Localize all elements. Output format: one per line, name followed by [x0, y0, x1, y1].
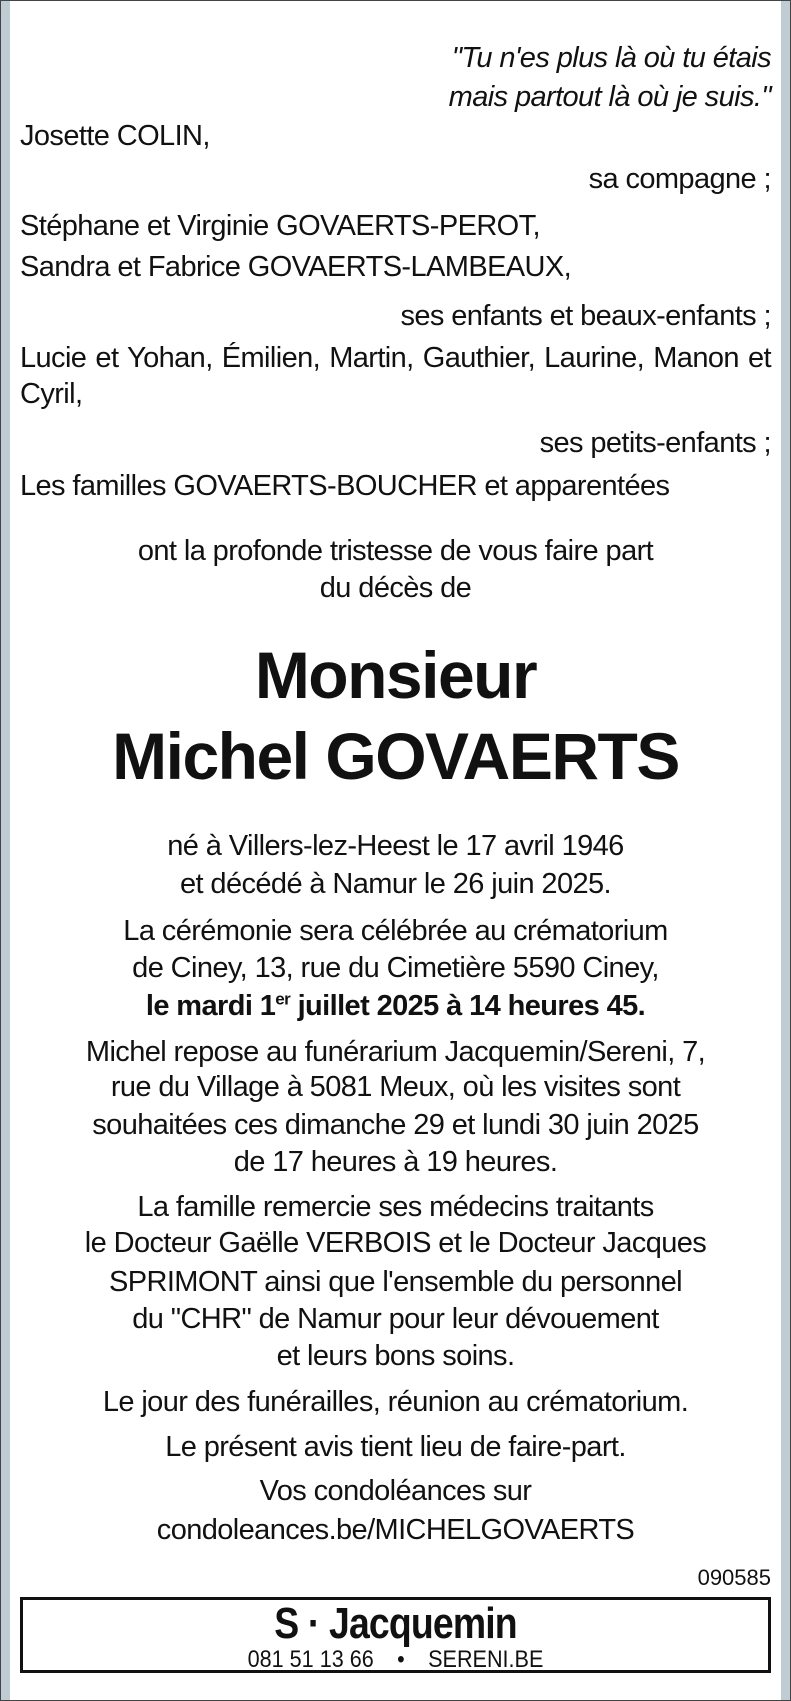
notice-line: Le présent avis tient lieu de faire-part.: [165, 1431, 626, 1463]
website-link[interactable]: SERENI.BE: [428, 1646, 544, 1673]
visits-line: de 17 heures à 19 heures.: [233, 1146, 558, 1178]
birth-line: né à Villers-lez-Heest le 17 avril 1946: [167, 830, 624, 862]
family-line: Stéphane et Virginie GOVAERTS-PEROT,: [20, 210, 540, 242]
family-relation: ses petits-enfants ;: [539, 427, 771, 459]
visits-line: souhaitées ces dimanche 29 et lundi 30 juin 2025: [92, 1109, 699, 1141]
logo-s-mark: S: [274, 1599, 299, 1648]
funeral-home-box: [20, 1597, 771, 1673]
funeral-home-logo: [79, 1600, 712, 1648]
condolences-url[interactable]: condoleances.be/MICHELGOVAERTS: [156, 1514, 635, 1546]
ordinal-suffix: er: [275, 989, 291, 1009]
funeral-day-line: Le jour des funérailles, réunion au crématorium.: [102, 1386, 689, 1418]
right-border: [781, 1, 790, 1700]
funeral-home-contact: [60, 1648, 731, 1672]
family-line: Lucie et Yohan, Émilien, Martin, Gauthier, Laurine, Manon et Cyril,: [20, 342, 771, 410]
deceased-title: Monsieur: [254, 638, 537, 712]
ceremony-date-text: le mardi 1: [145, 990, 276, 1022]
logo-name: Jacquemin: [329, 1599, 517, 1648]
thanks-line: le Docteur Gaëlle VERBOIS et le Docteur Jacques: [84, 1227, 707, 1259]
reference-number: 090585: [697, 1565, 771, 1590]
epitaph-line-2: mais partout là où je suis.": [448, 81, 771, 113]
left-border: [1, 1, 10, 1700]
thanks-line: du "CHR" de Namur pour leur dévouement: [132, 1303, 659, 1335]
ceremony-date-text: juillet 2025 à 14 heures 45.: [290, 990, 646, 1022]
family-line: Les familles GOVAERTS-BOUCHER et apparentées: [20, 470, 670, 502]
announce-line: ont la profonde tristesse de vous faire part: [137, 535, 654, 567]
ceremony-line: La cérémonie sera célébrée au crématorium: [123, 915, 668, 947]
epitaph-line-1: "Tu n'es plus là où tu étais: [451, 42, 771, 74]
logo-separator: ·: [307, 1599, 320, 1648]
condolences-line: Vos condoléances sur: [259, 1475, 532, 1507]
thanks-line: et leurs bons soins.: [276, 1340, 515, 1372]
ceremony-date: [20, 988, 771, 1024]
family-line: Josette COLIN,: [20, 120, 210, 152]
family-relation: ses enfants et beaux-enfants ;: [400, 300, 771, 332]
family-line: Sandra et Fabrice GOVAERTS-LAMBEAUX,: [20, 251, 572, 283]
death-line: et décédé à Namur le 26 juin 2025.: [179, 868, 611, 900]
visits-line: rue du Village à 5081 Meux, où les visites sont: [110, 1071, 681, 1103]
announce-line: du décès de: [319, 572, 472, 604]
thanks-line: La famille remercie ses médecins traitants: [137, 1191, 654, 1223]
visits-line: Michel repose au funérarium Jacquemin/Sereni, 7,: [85, 1036, 706, 1068]
thanks-line: SPRIMONT ainsi que l'ensemble du personnel: [109, 1266, 682, 1298]
deceased-name: Michel GOVAERTS: [112, 719, 679, 793]
ceremony-line: de Ciney, 13, rue du Cimetière 5590 Ciney,: [132, 952, 659, 984]
phone-number[interactable]: 081 51 13 66: [247, 1646, 374, 1673]
bullet-icon: •: [397, 1646, 405, 1673]
family-relation: sa compagne ;: [588, 163, 771, 195]
